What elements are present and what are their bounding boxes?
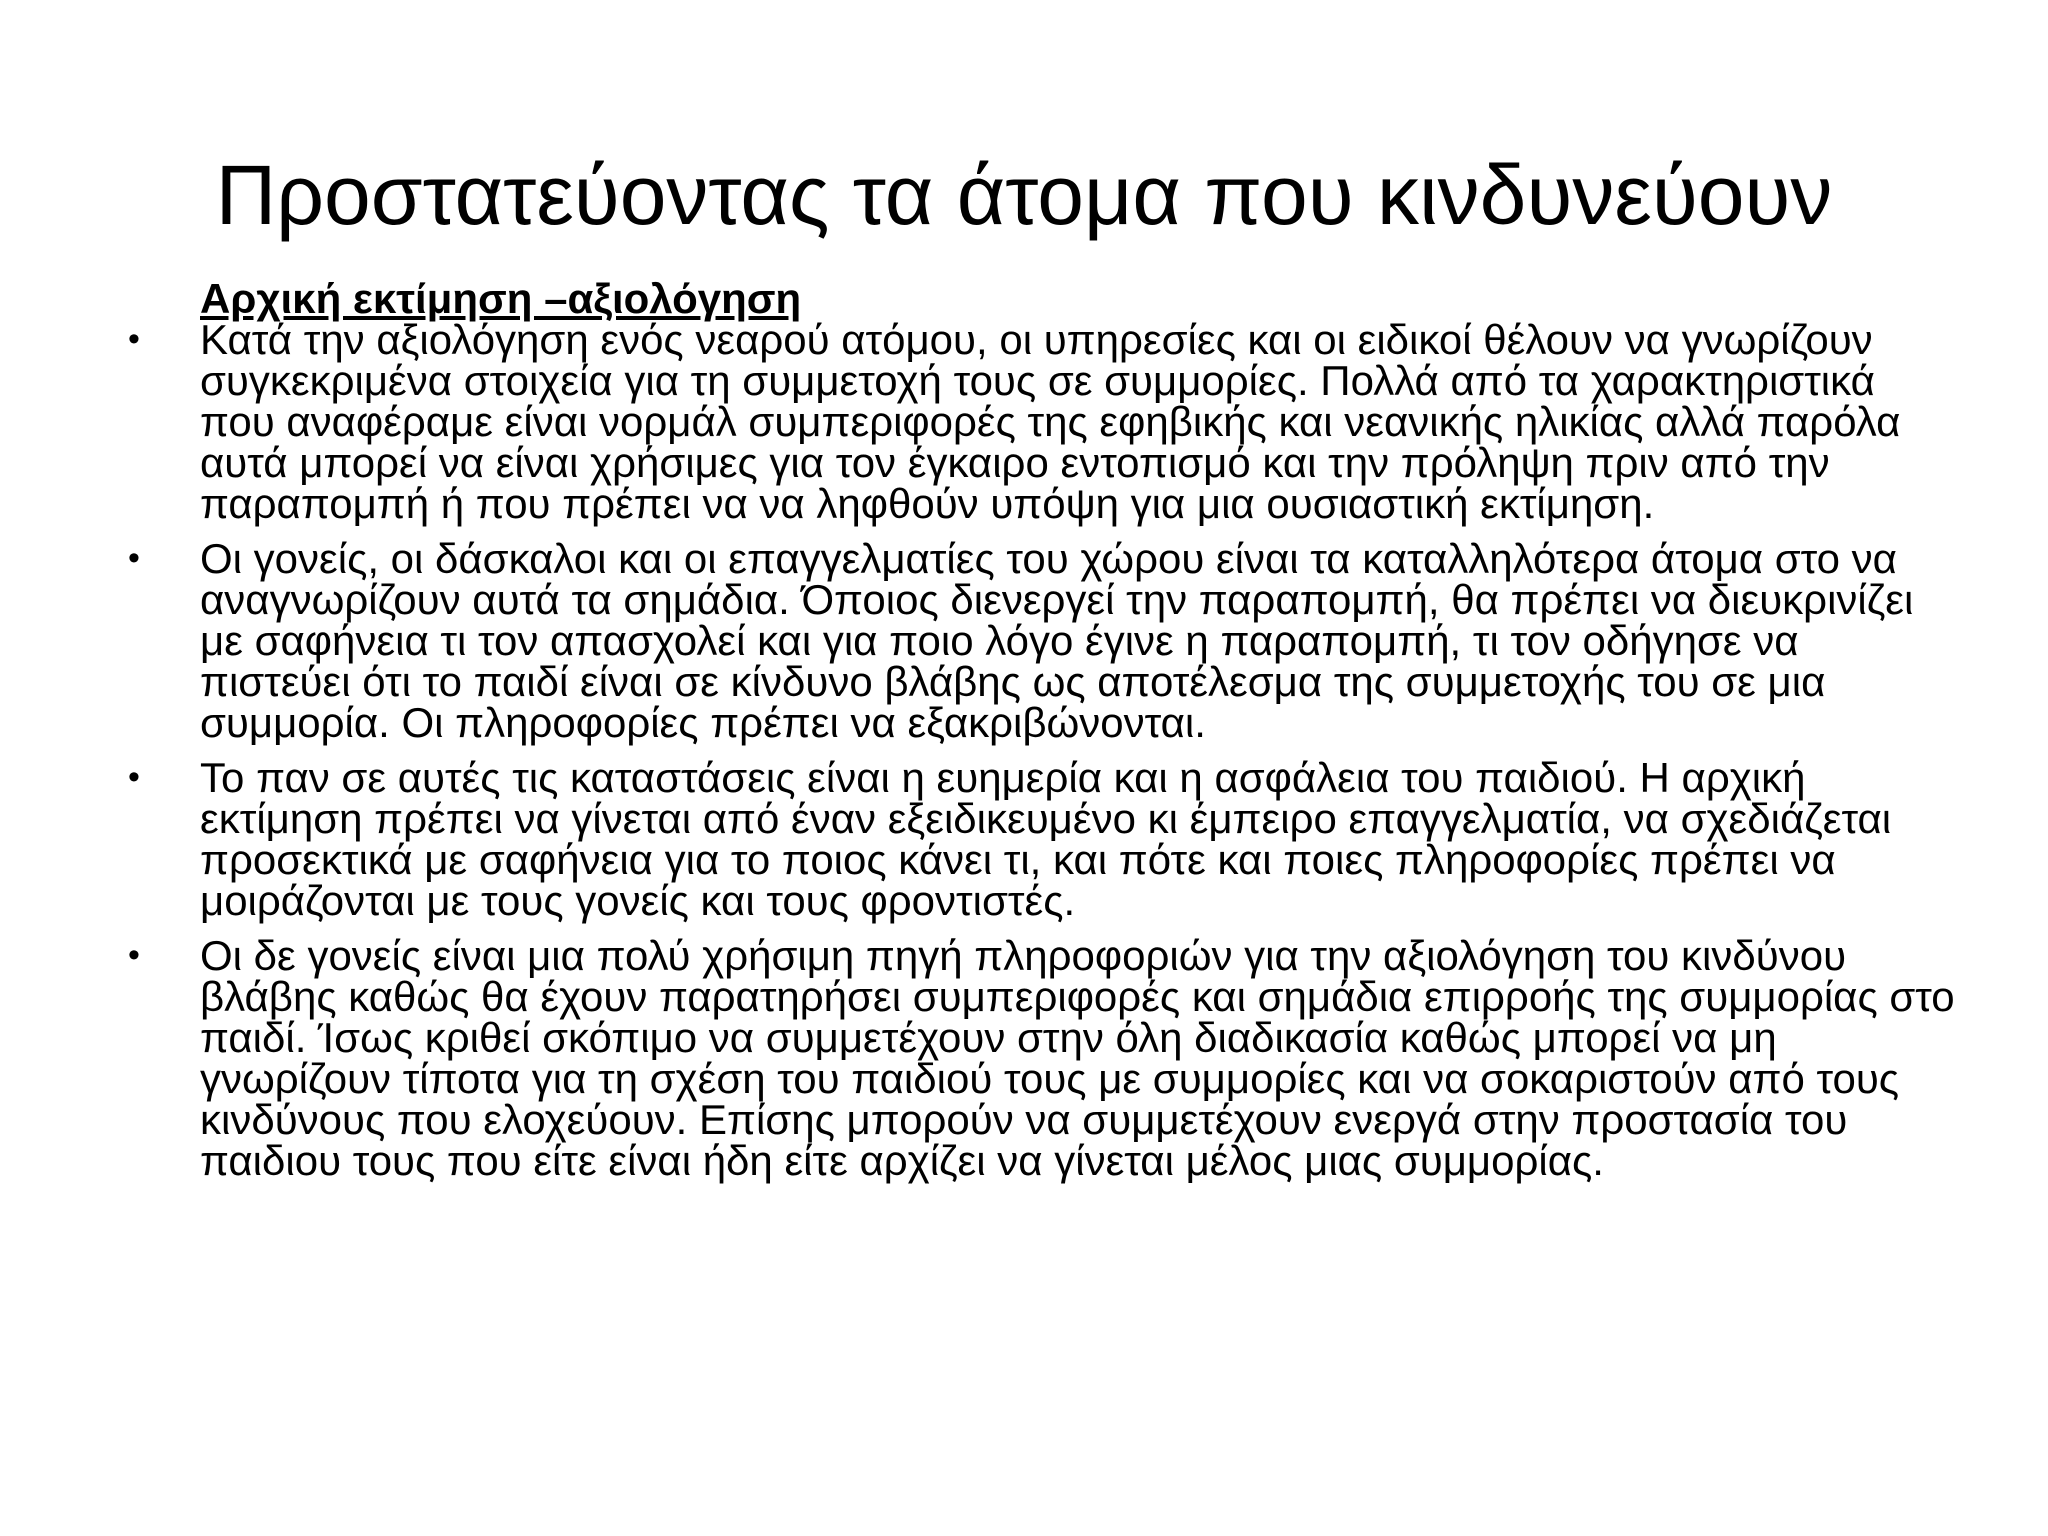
bullet-text: Οι γονείς, οι δάσκαλοι και οι επαγγελματίες του χώρου είναι τα καταλληλότερα άτομα στο να αναγνωρίζουν αυτά τα σημάδια. Όποιος διενεργεί την παραπομπή, θα πρέπει να διευκρινίζει με σαφήνεια τι τον απασχολεί και για ποιο λόγο έγινε η παραπομπή, τι τον οδήγησε να πιστεύει ότι το παιδί είναι σε κίνδυνο βλάβης ως αποτέλεσμα της συμμετοχής του σε μια συμμορία. Οι πληροφορίες πρέπει να εξακριβώνονται. — [200, 535, 1914, 746]
bullet-item — [128, 932, 1960, 1184]
bullet-text: Κατά την αξιολόγηση ενός νεαρού ατόμου, οι υπηρεσίες και οι ειδικοί θέλουν να γνωρίζουν συγκεκριμένα στοιχεία για τη συμμετοχή τους σε συμμορίες. Πολλά από τα χαρακτηριστικά που αναφέραμε είναι νορμάλ συμπεριφορές της εφηβικής και νεανικής ηλικίας αλλά παρόλα αυτά μπορεί να είναι χρήσιμες για τον έγκαιρο εντοπισμό και την πρόληψη πριν από την παραπομπή ή που πρέπει να να ληφθούν υπόψη για μια ουσιαστική εκτίμηση. — [200, 316, 1901, 527]
bullet-item — [128, 754, 1960, 924]
bullet-icon: • — [128, 758, 140, 796]
bullet-icon: • — [128, 539, 140, 577]
bullet-item — [128, 535, 1960, 746]
bullet-icon: • — [128, 936, 140, 974]
bullet-text: Το παν σε αυτές τις καταστάσεις είναι η ευημερία και η ασφάλεια του παιδιού. Η αρχική εκτίμηση πρέπει να γίνεται από έναν εξειδικευμένο κι έμπειρο επαγγελματία, να σχεδιάζεται προσεκτικά με σαφήνεια για το ποιος κάνει τι, και πότε και ποιες πληροφορίες πρέπει να μοιράζονται με τους γονείς και τους φροντιστές. — [200, 754, 1892, 924]
slide-content — [128, 275, 1960, 1195]
bullet-list — [128, 316, 1960, 1184]
bullet-item — [128, 316, 1960, 527]
section-subheading: Αρχική εκτίμηση –αξιολόγηση — [200, 275, 802, 322]
slide-title: Προστατεύοντας τα άτομα που κινδυνεύουν — [215, 148, 1833, 242]
bullet-icon: • — [128, 320, 140, 358]
bullet-text: Οι δε γονείς είναι μια πολύ χρήσιμη πηγή πληροφοριών για την αξιολόγηση του κινδύνου βλάβης καθώς θα έχουν παρατηρήσει συμπεριφορές και σημάδια επιρροής της συμμορίας στο παιδί. Ίσως κριθεί σκόπιμο να συμμετέχουν στην όλη διαδικασία καθώς μπορεί να μη γνωρίζουν τίποτα για τη σχέση του παιδιού τους με συμμορίες και να σοκαριστούν από τους κινδύνους που ελοχεύουν. Επίσης μπορούν να συμμετέχουν ενεργά στην προστασία του παιδιου τους που είτε είναι ήδη είτε αρχίζει να γίνεται μέλος μιας συμμορίας. — [200, 932, 1955, 1184]
